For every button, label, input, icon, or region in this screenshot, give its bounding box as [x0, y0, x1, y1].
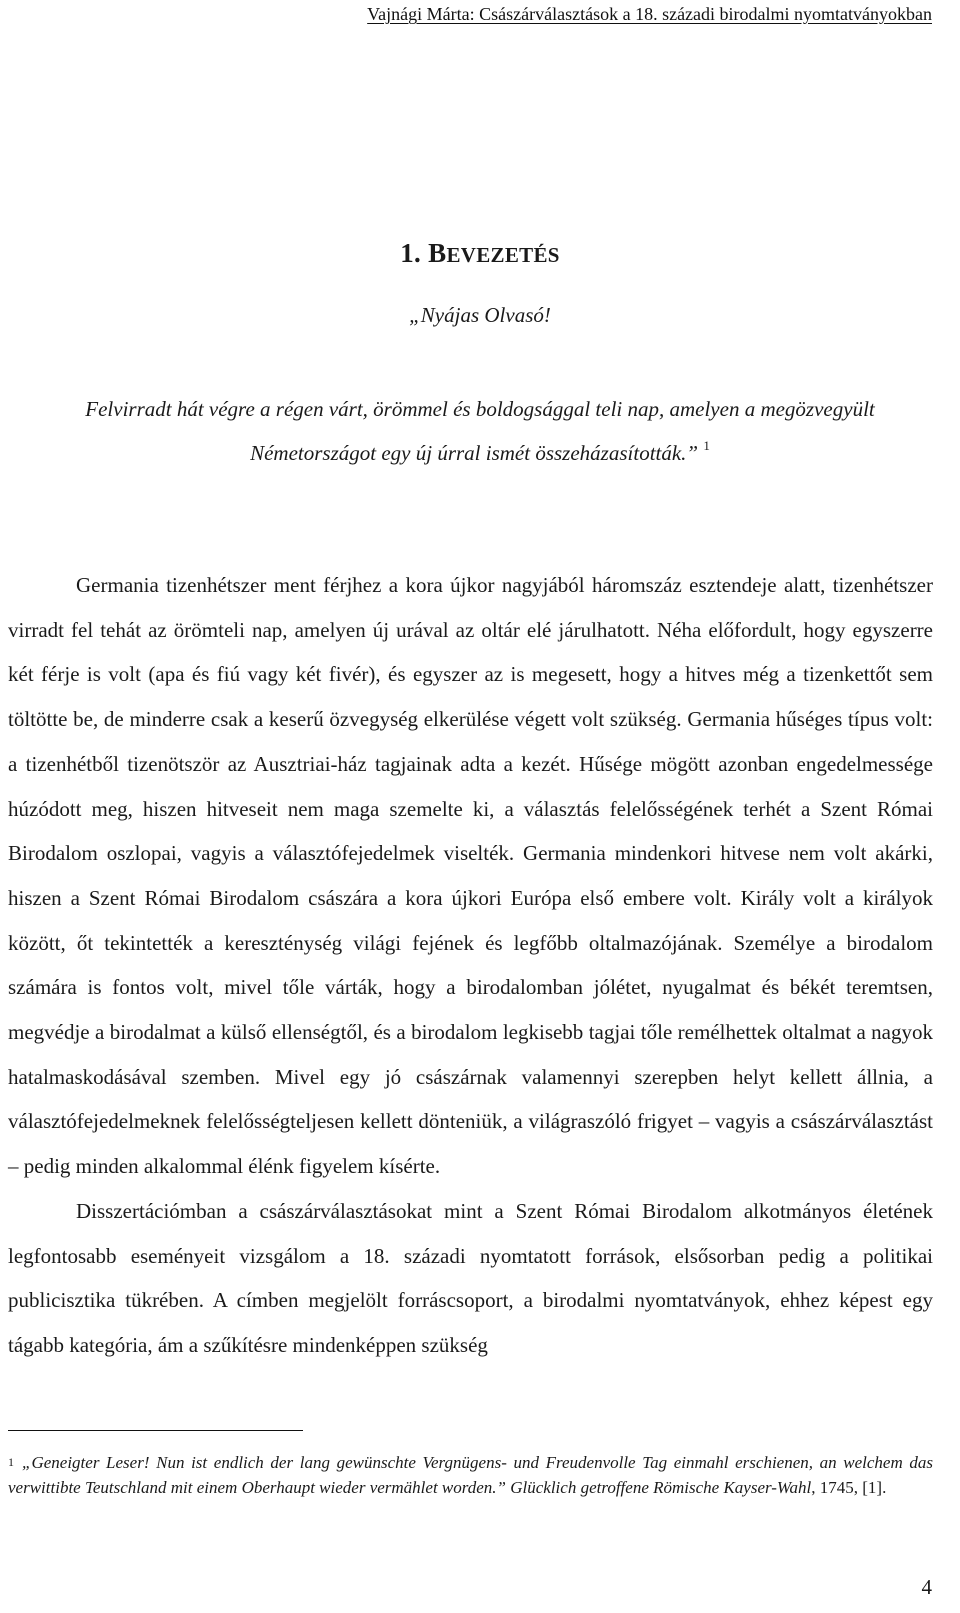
footnote-divider [8, 1430, 303, 1431]
chapter-number: 1. B [400, 238, 447, 268]
chapter-title-text: EVEZETÉS [446, 243, 560, 267]
running-header: Vajnági Márta: Császárválasztások a 18. századi birodalmi nyomtatványokban [367, 4, 932, 24]
footnote-source: , 1745, [1]. [811, 1478, 887, 1497]
motto-line-1: Felvirradt hát végre a régen várt, örömmel és boldogsággal teli nap, amelyen a megözvegyült [85, 397, 875, 421]
footnote-reference[interactable]: 1 [703, 438, 710, 453]
footnote-marker: 1 [8, 1455, 14, 1469]
footnote-quote: „Geneigter Leser! Nun ist endlich der lang gewünschte Vergnügens- und Freudenvolle Tag einmahl erschienen, an welchem das verwittibte Teutschland mit einem Oberhaupt wieder vermählet worden.” Glücklich getroffene Römische Kayser-Wahl [8, 1453, 933, 1497]
motto-line-2-text: Németországot egy új úrral ismét összeházasították.” [250, 441, 699, 465]
paragraph-2: Disszertációmban a császárválasztásokat mint a Szent Római Birodalom alkotmányos életének legfontosabb eseményeit vizsgálom a 18. századi nyomtatott források, elsősorban pedig a politikai publicisztika tükrében. A címben megjelölt forráscsoport, a birodalmi nyomtatványok, ehhez képest egy tágabb kategória, ám a szűkítésre mindenképpen szükség [8, 1198, 933, 1357]
footnote [8, 1450, 933, 1500]
page-number: 4 [921, 1575, 932, 1599]
paragraph-1: Germania tizenhétszer ment férjhez a kora újkor nagyjából háromszáz esztendeje alatt, tizenhétszer virradt fel tehát az örömteli nap, amelyen új urával az oltár elé járulhatott. Néha előfordult, hogy egyszerre két férje is volt (apa és fiú vagy két fivér), és egyszer az is megesett, hogy a hitves még a tizenkettőt sem töltötte be, de minderre csak a keserű özvegység elkerülése végett volt szükség. Germania hűséges típus volt: a tizenhétből tizenötször az Ausztriai-ház tagjainak adta a kezét. Hűsége mögött azonban engedelmessége húzódott meg, hiszen hitveseit nem maga szemelte ki, a választás felelősségének terhét a Szent Római Birodalom oszlopai, vagyis a választófejedelmek viselték. Germania mindenkori hitvese nem volt akárki, hiszen a Szent Római Birodalom császára a kora újkori Európa első embere volt. Király volt a királyok között, őt tekintették a kereszténység világi fejének és legfőbb oltalmazójának. Személye a birodalom számára is fontos volt, mivel tőle várták, hogy a birodalomban jólétet, nyugalmat és békét teremtsen, megvédje a birodalmat a külső ellenségtől, és a birodalom legkisebb tagjai tőle remélhettek oltalmat a nagyok hatalmaskodásával szemben. Mivel egy jó császárnak valamennyi szerepben helyt kellett állnia, a választófejedelmeknek felelősségteljesen kellett dönteniük, a világraszóló frigyet – vagyis a császárválasztást – pedig minden alkalommal élénk figyelem kísérte. [8, 573, 933, 1179]
body-text [8, 563, 933, 1368]
motto-salutation: „Nyájas Olvasó! [409, 303, 551, 327]
chapter-title [0, 238, 960, 269]
motto-line-2 [0, 438, 960, 466]
